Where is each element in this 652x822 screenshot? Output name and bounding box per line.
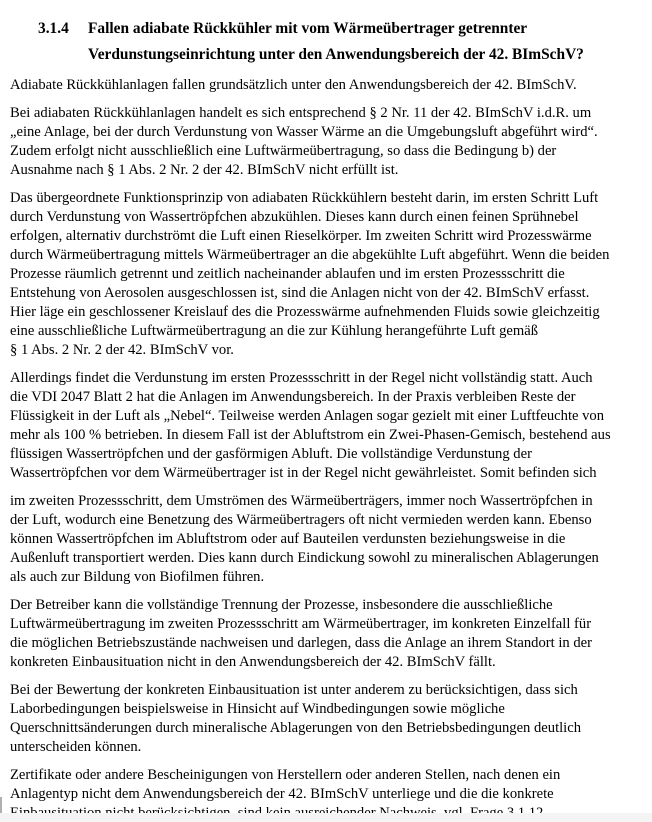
text-line: Zertifikate oder andere Bescheinigungen von Herstellern oder anderen Stellen, nach denen ein <box>10 767 561 783</box>
text-line: eine ausschließliche Luftwärmeübertragung an die zur Kühlung herangeführte Luft gemäß <box>10 323 539 339</box>
section-title <box>88 16 584 68</box>
text-line: Das übergeordnete Funktionsprinzip von adiabaten Rückkühlern besteht darin, im ersten Schritt Luft <box>10 190 599 206</box>
paragraph <box>10 681 642 757</box>
text-line: Adiabate Rückkühlanlagen fallen grundsätzlich unter den Anwendungsbereich der 42. BImSchV. <box>10 77 577 93</box>
text-line: als auch zur Bildung von Biofilmen führen. <box>10 569 265 585</box>
text-line: im zweiten Prozessschritt, dem Umströmen des Wärmeüberträgers, immer noch Wassertröpfchen in <box>10 493 593 509</box>
paragraph <box>10 189 642 360</box>
text-line: die möglichen Betriebszustände nachweisen und darlegen, dass die Anlage an ihrem Standort in der <box>10 635 592 651</box>
text-line: Entstehung von Aerosolen ausgeschlossen ist, sind die Anlagen nicht von der 42. BImSchV erfasst. <box>10 285 590 301</box>
heading-line: Verdunstungseinrichtung unter den Anwendungsbereich der 42. BImSchV? <box>88 46 584 63</box>
text-line: der Luft, wodurch eine Benetzung des Wärmeübertragers oft nicht vermieden werden kann. Ebenso <box>10 512 592 528</box>
text-line: § 1 Abs. 2 Nr. 2 der 42. BImSchV vor. <box>10 342 234 358</box>
section-number: 3.1.4 <box>38 20 69 37</box>
text-line: konkreten Einbausituation nicht in den Anwendungsbereich der 42. BImSchV fällt. <box>10 654 496 670</box>
heading-line: Fallen adiabate Rückkühler mit vom Wärmeübertrager getrennter <box>88 20 528 37</box>
text-line: Zudem erfolgt nicht ausschließlich eine Luftwärmeübertragung, so dass die Bedingung b) der <box>10 143 557 159</box>
text-line: Prozesse räumlich getrennt und zeitlich nacheinander ablaufen und im ersten Prozessschritt die <box>10 266 565 282</box>
text-line: „eine Anlage, bei der durch Verdunstung von Wasser Wärme an die Umgebungsluft abgeführt wird“. <box>10 124 598 140</box>
text-line: Laborbedingungen beispielsweise in Hinsicht auf Windbedingungen sowie mögliche <box>10 701 505 717</box>
paragraph <box>10 76 642 95</box>
text-line: unterscheiden können. <box>10 739 142 755</box>
text-line: Wassertröpfchen vor dem Wärmeübertrager ist in der Regel nicht gewährleistet. Somit befinden sich <box>10 465 597 481</box>
text-line: Anlagentyp nicht dem Anwendungsbereich der 42. BImSchV unterliege und die die konkrete <box>10 786 554 802</box>
paragraph <box>10 492 642 587</box>
text-line: Luftwärmeübertragung im zweiten Prozessschritt am Wärmeübertrager, im konkreten Einzelfall für <box>10 616 592 632</box>
page-left-edge <box>0 797 2 813</box>
text-line: können Wassertröpfchen im Abluftstrom oder auf Bauteilen verdunsten beziehungsweise in die <box>10 531 566 547</box>
text-line: Flüssigkeit in der Luft als „Nebel“. Teilweise werden Anlagen sogar gezielt mit einer Luftfeuchte von <box>10 408 605 424</box>
text-line: Ausnahme nach § 1 Abs. 2 Nr. 2 der 42. BImSchV nicht erfüllt ist. <box>10 162 399 178</box>
text-line: die VDI 2047 Blatt 2 hat die Anlagen im Anwendungsbereich. In der Praxis verbleiben Reste der <box>10 389 576 405</box>
text-line: durch Verdunstung von Wassertröpfchen abzukühlen. Dieses kann durch einen feinen Sprühnebel <box>10 209 579 225</box>
document-body <box>10 76 642 822</box>
page-bottom-edge <box>0 813 652 822</box>
text-line: Bei adiabaten Rückkühlanlagen handelt es sich entsprechend § 2 Nr. 11 der 42. BImSchV i.d.R. um <box>10 105 592 121</box>
text-line: mehr als 100 % betrieben. In diesem Fall ist der Abluftstrom ein Zwei-Phasen-Gemisch, bestehend aus <box>10 427 611 443</box>
text-line: flüssigen Wassertröpfchen und der gasförmigen Abluft. Die vollständige Verdunstung der <box>10 446 532 462</box>
text-line: erfolgen, alternativ durchströmt die Luft einen Rieselkörper. Im zweiten Schritt wird Prozesswärme <box>10 228 592 244</box>
text-line: Außenluft transportiert werden. Dies kann durch Eindickung sowohl zu mineralischen Ablagerungen <box>10 550 599 566</box>
text-line: Querschnittsänderungen durch mineralische Ablagerungen von den Betriebsbedingungen deutlich <box>10 720 582 736</box>
paragraph <box>10 369 642 483</box>
section-heading <box>38 0 652 68</box>
paragraph <box>10 596 642 672</box>
text-line: Bei der Bewertung der konkreten Einbausituation ist unter anderem zu berücksichtigen, dass sich <box>10 682 578 698</box>
text-line: Allerdings findet die Verdunstung im ersten Prozessschritt in der Regel nicht vollständig statt. Auch <box>10 370 593 386</box>
text-line: Hier läge ein geschlossener Kreislauf des die Prozesswärme aufnehmenden Fluids sowie gleichzeitig <box>10 304 600 320</box>
text-line: durch Wärmeübertragung mittels Wärmeübertrager an die abgekühlte Luft abgeführt. Wenn die beiden <box>10 247 610 263</box>
paragraph <box>10 104 642 180</box>
text-line: Der Betreiber kann die vollständige Trennung der Prozesse, insbesondere die ausschließliche <box>10 597 553 613</box>
